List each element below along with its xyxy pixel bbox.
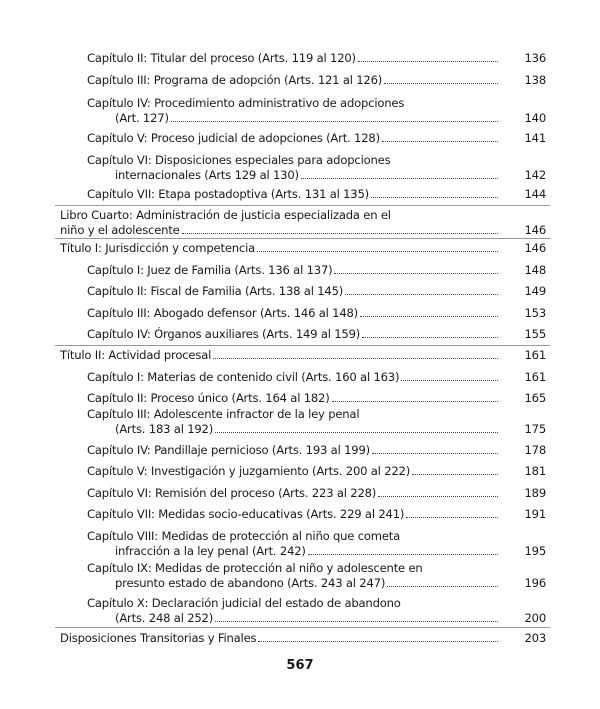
toc-entry-title: Capítulo V: Proceso judicial de adopciones (Art. 128) — [87, 131, 380, 145]
toc-page-number: 161 — [524, 370, 546, 384]
toc-entry-title: Título I: Jurisdicción y competencia — [60, 241, 256, 255]
toc-entry-title: infracción a la ley penal (Art. 242) — [115, 544, 306, 558]
toc-page-number: 200 — [524, 611, 546, 625]
dot-leader — [258, 641, 498, 642]
toc-entry-title: Capítulo I: Juez de Familia (Arts. 136 al 137) — [87, 263, 333, 277]
toc-entry-title: (Arts. 183 al 192) — [115, 422, 214, 436]
dot-leader — [362, 337, 498, 338]
dot-leader — [358, 61, 498, 62]
toc-page-number: 146 — [524, 223, 546, 237]
dot-leader — [371, 197, 498, 198]
toc-entry-title: Capítulo IV: Procedimiento administrativo de adopciones — [87, 96, 405, 110]
toc-page-number: 148 — [524, 263, 546, 277]
toc-page-number: 155 — [524, 327, 546, 341]
toc-page-number: 181 — [524, 464, 546, 478]
toc-entry-title: (Arts. 248 al 252) — [115, 611, 214, 625]
dot-leader — [334, 273, 498, 274]
dot-leader — [412, 474, 498, 475]
divider — [55, 238, 550, 239]
toc-entry-title: Capítulo IX: Medidas de protección al niño y adolescente en — [87, 561, 423, 575]
dot-leader — [360, 316, 498, 317]
toc-page-number: 196 — [524, 576, 546, 590]
toc-entry-title: Capítulo VIII: Medidas de protección al niño que cometa — [87, 529, 401, 543]
toc-page-number: 165 — [524, 391, 546, 405]
toc-page-number: 141 — [524, 131, 546, 145]
toc-entry-title: Capítulo III: Abogado defensor (Arts. 146 al 148) — [87, 306, 359, 320]
divider — [55, 345, 550, 346]
dot-leader — [372, 453, 498, 454]
toc-entry-title: Capítulo V: Investigación y juzgamiento (Arts. 200 al 222) — [87, 464, 411, 478]
dot-leader — [308, 554, 498, 555]
toc-page-number: 146 — [524, 241, 546, 255]
toc-entry-title: Capítulo I: Materias de contenido civil (Arts. 160 al 163) — [87, 370, 400, 384]
dot-leader — [401, 380, 498, 381]
toc-entry-title: Capítulo II: Fiscal de Familia (Arts. 138 al 145) — [87, 284, 344, 298]
dot-leader — [257, 251, 498, 252]
toc-entry-title: Capítulo III: Adolescente infractor de la ley penal — [87, 407, 360, 421]
toc-page-number: 136 — [524, 51, 546, 65]
dot-leader — [182, 233, 498, 234]
dot-leader — [387, 586, 498, 587]
toc-entry-title: niño y el adolescente — [60, 223, 180, 237]
toc-entry-title: Capítulo III: Programa de adopción (Arts. 121 al 126) — [87, 73, 383, 87]
toc-page-number: 142 — [524, 168, 546, 182]
dot-leader — [301, 178, 498, 179]
toc-page-number: 149 — [524, 284, 546, 298]
dot-leader — [215, 621, 498, 622]
dot-leader — [382, 141, 498, 142]
dot-leader — [406, 517, 498, 518]
dot-leader — [215, 432, 498, 433]
toc-entry-title: Capítulo VI: Disposiciones especiales para adopciones — [87, 153, 391, 167]
toc-page-number: 191 — [524, 507, 546, 521]
divider — [55, 205, 550, 206]
toc-entry-title: Capítulo IV: Pandillaje pernicioso (Arts. 193 al 199) — [87, 443, 370, 457]
dot-leader — [384, 83, 498, 84]
toc-entry-title: Capítulo X: Declaración judicial del estado de abandono — [87, 596, 401, 610]
toc-page-number: 144 — [524, 187, 546, 201]
toc-page-number: 138 — [524, 73, 546, 87]
toc-entry-title: presunto estado de abandono (Arts. 243 al 247) — [115, 576, 386, 590]
toc-page-number: 178 — [524, 443, 546, 457]
dot-leader — [171, 121, 498, 122]
toc-entry-title: (Art. 127) — [115, 111, 169, 125]
dot-leader — [345, 294, 498, 295]
toc-entry-title: Título II: Actividad procesal — [60, 348, 212, 362]
toc-page-number: 195 — [524, 544, 546, 558]
toc-entry-title: Capítulo II: Proceso único (Arts. 164 al 182) — [87, 391, 330, 405]
toc-entry-title: Libro Cuarto: Administración de justicia especializada en el — [60, 208, 391, 222]
toc-entry-title: Capítulo II: Titular del proceso (Arts. 119 al 120) — [87, 51, 356, 65]
toc-page-number: 189 — [524, 486, 546, 500]
divider — [55, 627, 550, 628]
toc-page-number: 140 — [524, 111, 546, 125]
toc-entry-title: Disposiciones Transitorias y Finales — [60, 631, 257, 645]
toc-page-number: 203 — [524, 631, 546, 645]
toc-page-number: 153 — [524, 306, 546, 320]
page-number-footer: 567 — [286, 658, 314, 673]
toc-entry-title: Capítulo IV: Órganos auxiliares (Arts. 149 al 159) — [87, 327, 361, 341]
dot-leader — [332, 401, 498, 402]
toc-entry-title: Capítulo VII: Etapa postadoptiva (Arts. 131 al 135) — [87, 187, 369, 201]
toc-entry-title: internacionales (Arts 129 al 130) — [115, 168, 299, 182]
toc-page-number: 175 — [524, 422, 546, 436]
dot-leader — [378, 496, 498, 497]
toc-entry-title: Capítulo VI: Remisión del proceso (Arts. 223 al 228) — [87, 486, 377, 500]
toc-page-number: 161 — [524, 348, 546, 362]
toc-entry-title: Capítulo VII: Medidas socio-educativas (Arts. 229 al 241) — [87, 507, 405, 521]
dot-leader — [213, 358, 498, 359]
